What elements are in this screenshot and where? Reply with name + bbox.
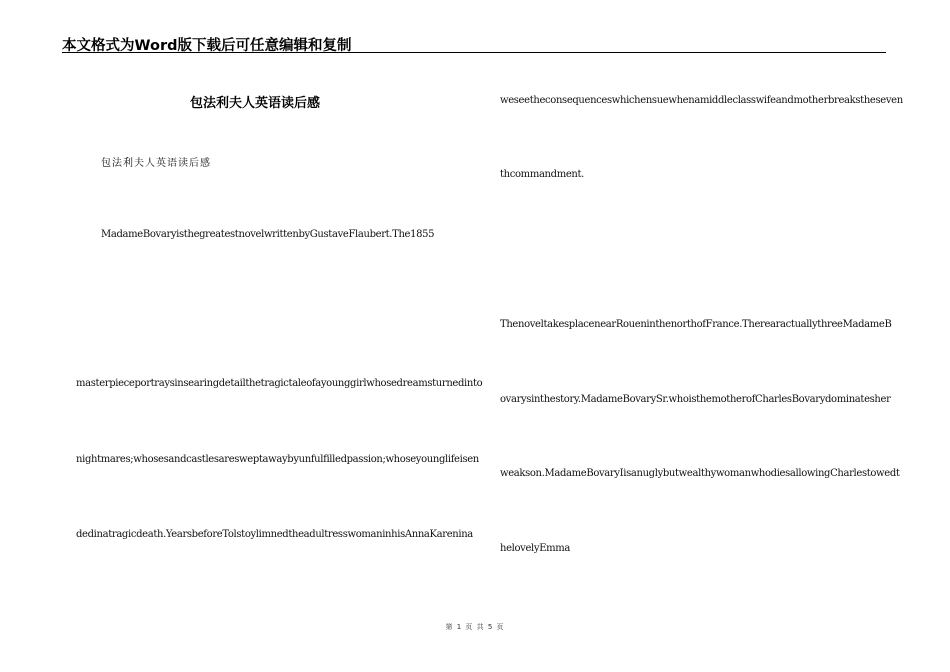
right-paragraph-line: weakson.MadameBovaryIisanuglybutwealthywomanwhodiesallowingCharlestowedt: [500, 468, 900, 479]
header-text: 本文格式为Word版下载后可任意编辑和复制: [62, 38, 352, 54]
right-paragraph-line: helovelyEmma: [500, 543, 571, 554]
page-number-footer: 第 1 页 共 5 页: [445, 623, 505, 631]
header-divider: [62, 52, 886, 53]
right-paragraph-line: thcommandment.: [500, 169, 584, 180]
right-paragraph-line: weseetheconsequenceswhichensuewhenamiddleclasswifeandmotherbreakstheseven: [500, 95, 903, 106]
left-paragraph-line: nightmares;whosesandcastlesaresweptawaybyunfulfilledpassion;whoseyounglifeisen: [76, 454, 479, 465]
left-paragraph-line: masterpieceportraysinsearingdetailthetragictaleofayounggirlwhosedreamsturnedinto: [76, 378, 483, 389]
left-subtitle: 包法利夫人英语读后感: [101, 158, 211, 169]
left-paragraph-line: dedinatragicdeath.YearsbeforeTolstoylimnedtheadultresswomaninhisAnnaKarenina: [76, 529, 473, 540]
right-paragraph-line: ovarysinthestory.MadameBovarySr.whoisthemotherofCharlesBovarydominatesher: [500, 394, 891, 405]
right-paragraph-line: ThenoveltakesplacenearRoueninthenorthofFrance.TherearactuallythreeMadameB: [500, 319, 892, 330]
left-paragraph-line: MadameBovaryisthegreatestnovelwrittenbyGustaveFlaubert.The1855: [101, 229, 435, 240]
document-title: 包法利夫人英语读后感: [190, 96, 321, 111]
